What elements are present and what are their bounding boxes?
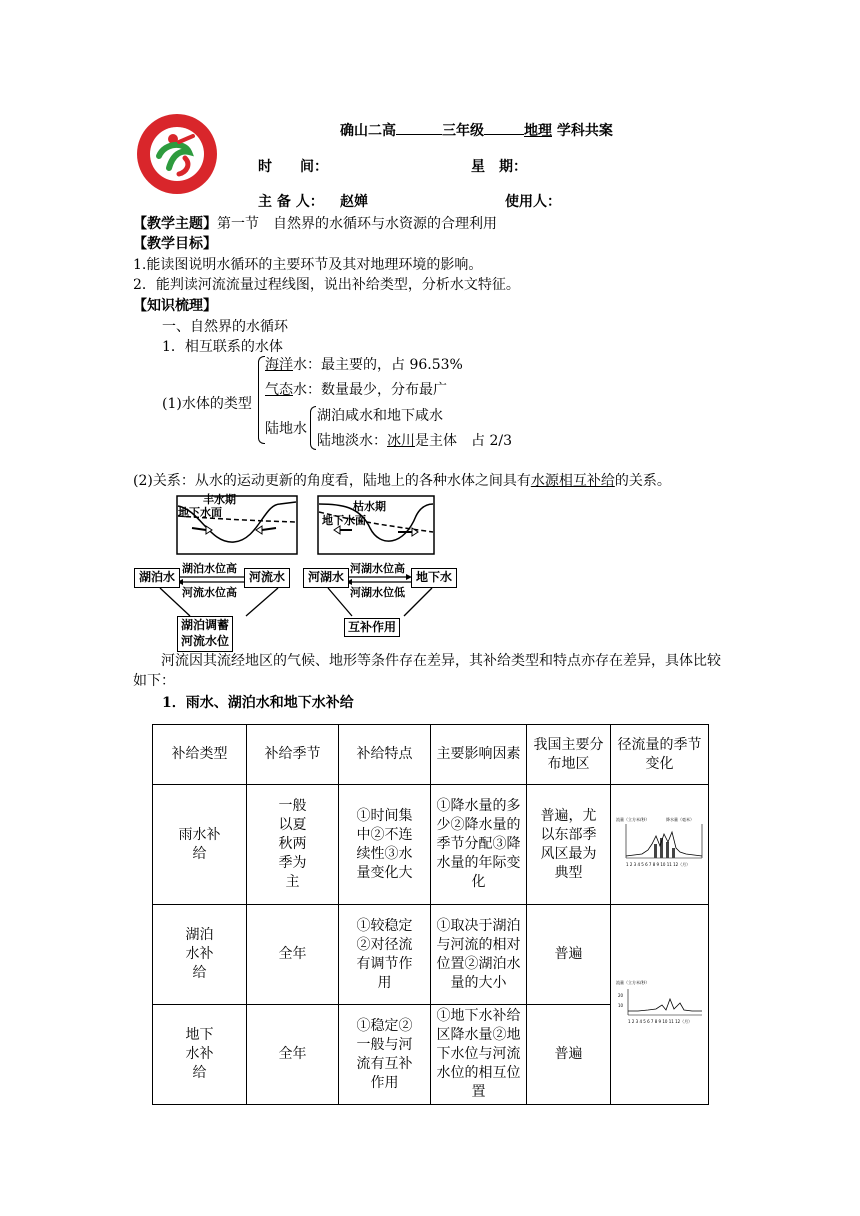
relation-text-a: (2)关系：从水的运动更新的角度看，陆地上的各种水体之间具有: [133, 473, 531, 489]
arrow-label-lake-high: 湖泊水位高: [182, 562, 237, 575]
th-feature: 补给特点: [339, 725, 431, 785]
preparer-name: 赵婵: [340, 194, 368, 210]
gas-desc: 水：数量最少，分布最广: [293, 382, 447, 398]
cell-region: 普遍: [527, 1005, 611, 1105]
types-label: (1)水体的类型: [162, 396, 252, 412]
cell-type: 地下水补给: [153, 1005, 247, 1105]
th-runoff: 径流量的季节变化: [611, 725, 709, 785]
season-label-flood: 丰水期: [203, 493, 236, 506]
node-lake-water: 湖泊水: [134, 568, 180, 588]
cell-factor: ①地下水补给区降水量②地下水位与河流水位的相互位置: [431, 1005, 527, 1105]
result-complementary: 互补作用: [344, 618, 400, 637]
cell-runoff-chart: [611, 785, 709, 905]
node-river-water: 河流水: [244, 568, 290, 588]
cell-type: 湖泊水补给: [153, 905, 247, 1005]
table-header-row: [153, 725, 709, 785]
arrow-label-river-high: 河流水位高: [182, 586, 237, 599]
glacier-term: 冰川: [387, 433, 415, 449]
cell-feature: ①稳定②一般与河流有互补作用: [339, 1005, 431, 1105]
goals-label: 【教学目标】: [133, 236, 217, 252]
rain-runoff-mini-chart: [614, 814, 706, 870]
cell-season: 全年: [247, 905, 339, 1005]
lake-ground-runoff-mini-chart: [614, 977, 706, 1027]
relation-text-b: 的关系。: [614, 473, 671, 489]
arrow-label-rl-low: 河湖水位低: [350, 586, 405, 599]
goal-item-1: 1.能读图说明水循环的主要环节及其对地理环境的影响。: [133, 257, 483, 273]
th-region: 我国主要分布地区: [527, 725, 611, 785]
th-type: 补给类型: [153, 725, 247, 785]
land-fresh-label: 陆地淡水：: [317, 433, 387, 449]
mini2-left-label: 流量（立方米/秒）: [615, 979, 649, 985]
node-groundwater: 地下水: [411, 568, 457, 588]
cell-runoff-chart: [611, 905, 709, 1105]
cell-type: 雨水补给: [153, 785, 247, 905]
time-label: 时 间：: [258, 159, 328, 175]
land-water-label: 陆地水: [265, 421, 307, 437]
topic-line: [133, 213, 497, 233]
subject: 地理: [524, 123, 552, 139]
mini2-xticks: 1 2 3 4 5 6 7 8 9 10 11 12（月）: [627, 1018, 692, 1024]
mini2-y-lo: 10: [617, 1002, 623, 1008]
mini1-left-label: 流量（立方米/秒）: [615, 816, 649, 822]
preparer-label: 主 备 人：: [258, 194, 324, 210]
season-label-dry: 枯水期: [353, 500, 386, 513]
sub-heading: 1．相互联系的水体: [162, 339, 283, 355]
table-row: [153, 905, 709, 1005]
result-lake-regulation: 湖泊调蓄河流水位: [177, 616, 233, 652]
user-label: 使用人：: [505, 194, 561, 210]
header-suffix: 学科共案: [556, 123, 613, 139]
school-logo: [135, 112, 219, 196]
cell-season: 一般以夏秋两季为主: [247, 785, 339, 905]
land-salt-water: 湖泊咸水和地下咸水: [317, 408, 443, 424]
types-brace: [258, 356, 265, 444]
relation-keyword: 水源相互补给: [530, 473, 615, 489]
water-table-label-right: 地下水面: [322, 514, 366, 527]
ocean-desc: 水：最主要的，占 96.53%: [293, 357, 463, 373]
gas-water: [265, 379, 447, 399]
grade: 三年级: [442, 123, 484, 139]
mini2-flow-line: [628, 999, 702, 1011]
cell-feature: ①较稳定②对径流有调节作用: [339, 905, 431, 1005]
cell-factor: ①取决于湖泊与河流的相对位置②湖泊水量的大小: [431, 905, 527, 1005]
mini1-xticks: 1 2 3 4 5 6 7 8 9 10 11 12（月）: [625, 861, 690, 867]
arrow-label-rl-high: 河湖水位高: [350, 562, 405, 575]
table-row: [153, 785, 709, 905]
relation-line: [133, 470, 671, 490]
cell-factor: ①降水量的多少②降水量的季节分配③降水量的年际变化: [431, 785, 527, 905]
school-name: 确山二高: [340, 123, 396, 139]
goal-item-2: 2．能判读河流流量过程线图，说出补给类型，分析水文特征。: [133, 277, 520, 293]
node-river-lake-water: 河湖水: [303, 568, 349, 588]
topic-text: 第一节 自然界的水循环与水资源的合理利用: [217, 216, 497, 232]
topic-label: 【教学主题】: [133, 216, 217, 232]
cell-season: 全年: [247, 1005, 339, 1105]
mini1-flow-line: [626, 832, 702, 856]
gas-term: 气态: [265, 382, 293, 398]
table-heading: 1．雨水、湖泊水和地下水补给: [162, 695, 354, 711]
header-title: [340, 120, 613, 140]
th-factor: 主要影响因素: [431, 725, 527, 785]
ocean-term: 海洋: [265, 357, 293, 373]
mini2-y-hi: 20: [617, 992, 623, 998]
knowledge-label: 【知识梳理】: [133, 298, 217, 314]
cell-region: 普遍，尤以东部季风区最为典型: [527, 785, 611, 905]
cell-feature: ①时间集中②不连续性③水量变化大: [339, 785, 431, 905]
mini1-precip-bars: [654, 838, 675, 858]
land-fresh-water: [317, 430, 512, 450]
comparison-paragraph: 河流因其流经地区的气候、地形等条件存在差异，其补给类型和特点亦存在差异，具体比较如下：: [133, 653, 721, 689]
week-label: 星 期：: [471, 159, 527, 175]
ocean-water: [265, 354, 463, 374]
land-fresh-rest: 是主体 占 2/3: [415, 433, 512, 449]
section-heading: 一、自然界的水循环: [162, 319, 288, 335]
mini1-right-label: 降水量（毫米）: [665, 816, 694, 822]
cell-region: 普遍: [527, 905, 611, 1005]
land-brace: [310, 406, 316, 450]
supply-comparison-table: [152, 724, 709, 1105]
th-season: 补给季节: [247, 725, 339, 785]
water-table-label-left: 地下水面: [178, 506, 222, 519]
